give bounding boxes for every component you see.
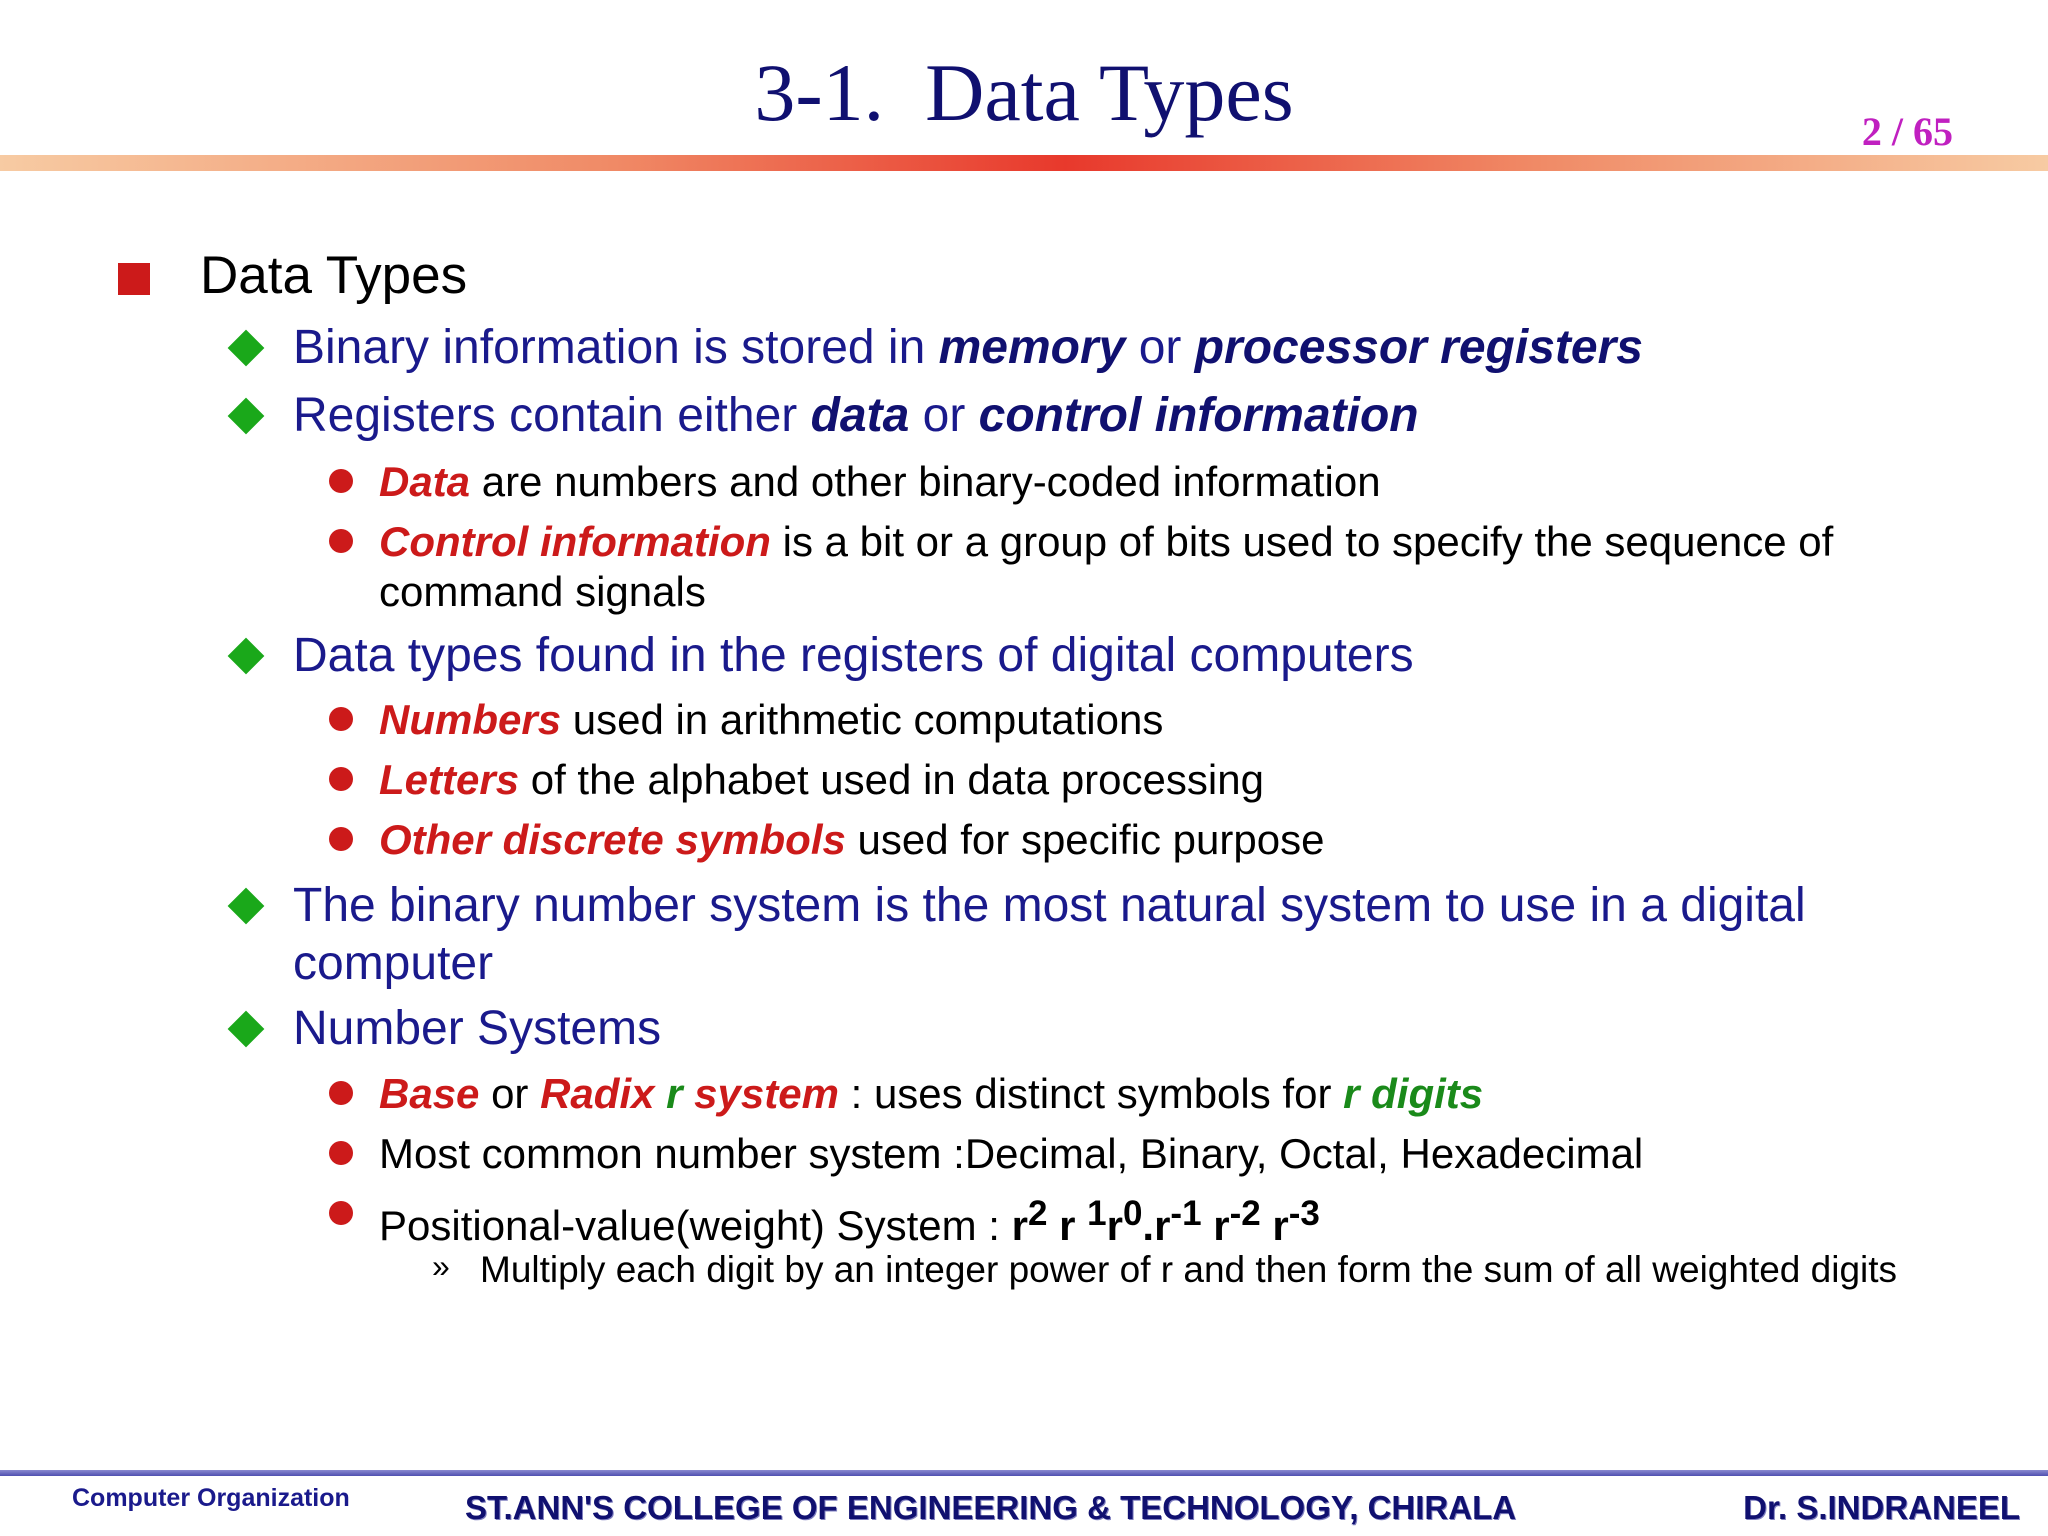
- bullet-b5s2-text: Most common number system :Decimal, Binary, Octal, Hexadecimal: [379, 1130, 1644, 1177]
- bullet-b3s3-text: Other discrete symbols used for specific purpose: [379, 816, 1325, 863]
- round-bullet-icon: [329, 767, 353, 791]
- chevron-right-icon: »: [432, 1248, 450, 1284]
- footer-course: Computer Organization: [72, 1484, 350, 1512]
- bullet-b3-text: Data types found in the registers of digital computers: [293, 629, 1414, 682]
- page-number: 2 / 65: [1861, 109, 1953, 154]
- diamond-bullet-icon: [228, 1011, 265, 1048]
- bullet-b4-text: The binary number system is the most natural system to use in a digital computer: [293, 879, 1806, 990]
- diamond-bullet-icon: [228, 638, 265, 675]
- bullet-b5s1-text: Base or Radix r system : uses distinct symbols for r digits: [379, 1070, 1484, 1117]
- bullet-b5s3-text: Positional-value(weight) System : $r^2$ r $^1r^0.r^{-1}$ $r^{-2}$ $r^{-3}$: [379, 1194, 1320, 1249]
- bullet-b5-text: Number Systems: [293, 1002, 662, 1055]
- slide-title: 3-1. Data Types: [754, 47, 1294, 138]
- bullet-b5s3a-text: Multiply each digit by an integer power of r and then form the sum of all weighted digits: [480, 1249, 1898, 1290]
- round-bullet-icon: [329, 469, 353, 493]
- bullet-b2-text: Registers contain either data or control information: [293, 389, 1419, 442]
- footer-author: Dr. S.INDRANEEL: [1743, 1489, 2020, 1526]
- round-bullet-icon: [329, 1081, 353, 1105]
- positional-formula: $r^2$ r $^1r^0.r^{-1}$ $r^{-2}$ $r^{-3}$: [1011, 1194, 1320, 1249]
- footer-divider: [0, 1470, 2048, 1476]
- bullet-b3s1-text: Numbers used in arithmetic computations: [379, 696, 1164, 743]
- bullet-b2s2-text: Control information is a bit or a group of bits used to specify the sequence of command signals: [379, 518, 1834, 615]
- bullet-b3s2-text: Letters of the alphabet used in data processing: [379, 756, 1264, 803]
- round-bullet-icon: [329, 707, 353, 731]
- square-bullet-icon: [118, 263, 150, 295]
- bullet-b2s1-text: Data are numbers and other binary-coded information: [379, 458, 1381, 505]
- heading-text: Data Types: [200, 246, 468, 305]
- round-bullet-icon: [329, 1141, 353, 1165]
- round-bullet-icon: [329, 1201, 353, 1225]
- round-bullet-icon: [329, 827, 353, 851]
- footer-college: ST.ANN'S COLLEGE OF ENGINEERING & TECHNOLOGY, CHIRALA: [465, 1489, 1517, 1526]
- diamond-bullet-icon: [228, 398, 265, 435]
- diamond-bullet-icon: [228, 330, 265, 367]
- diamond-bullet-icon: [228, 888, 265, 925]
- round-bullet-icon: [329, 529, 353, 553]
- header-divider: [0, 155, 2048, 171]
- bullet-b1-text: Binary information is stored in memory or processor registers: [293, 321, 1643, 374]
